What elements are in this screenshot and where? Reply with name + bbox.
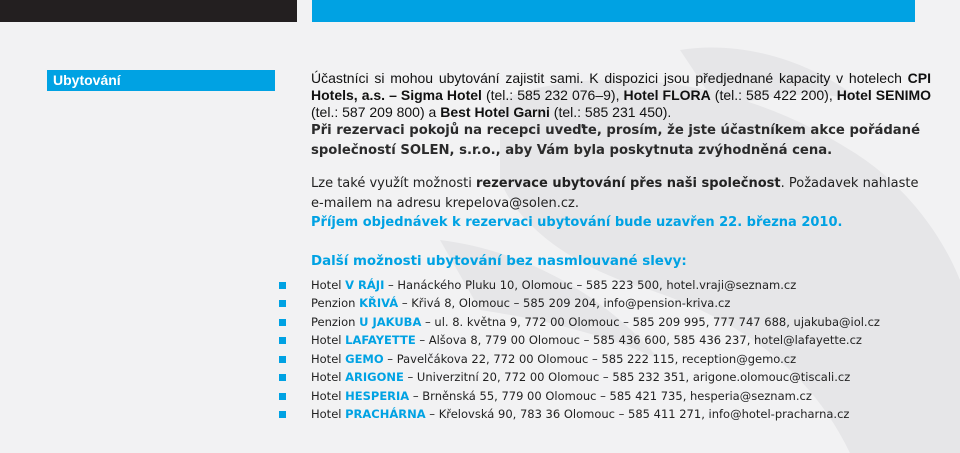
- bullet-icon: [279, 374, 286, 381]
- hotel-list: [311, 276, 931, 424]
- booking-service: rezervace ubytování přes naši společnost: [476, 176, 781, 191]
- header-accent-bar: [312, 0, 915, 22]
- header-dark-bar: [0, 0, 297, 22]
- bullet-icon: [279, 300, 286, 307]
- hotel-flora: Hotel FLORA: [623, 87, 711, 103]
- hotel-sigma: CPI Hotels, a.s. – Sigma Hotel: [311, 70, 931, 103]
- hotel-garni: Best Hotel Garni: [440, 104, 550, 120]
- discount-note: Při rezervaci pokojů na recepci uveďte, prosím, že jste účastníkem akce pořádané společností SOLEN, s.r.o., aby Vám byla poskytnuta zvýhodněná cena.: [311, 123, 921, 158]
- list-item: Hotel PRACHÁRNA – Křelovská 90, 783 36 Olomouc – 585 411 271, info@hotel-pracharna.cz: [311, 405, 931, 424]
- bullet-icon: [279, 337, 286, 344]
- bullet-icon: [279, 282, 286, 289]
- section-title: Ubytování: [47, 70, 275, 91]
- bullet-icon: [279, 411, 286, 418]
- list-item: Hotel ARIGONE – Univerzitní 20, 772 00 Olomouc – 585 232 351, arigone.olomouc@tiscali.cz: [311, 368, 931, 387]
- bullet-icon: [279, 356, 286, 363]
- intro-paragraph: Účastníci si mohou ubytování zajistit sami. K dispozici jsou předjednané kapacity v hotelech CPI Hotels, a.s. – Sigma Hotel (tel.: 585 232 076–9), Hotel FLORA (tel.: 585 422 200), Hotel SENIMO (tel.: 587 209 800) a Best Hotel Garni (tel.: 585 231 450).: [311, 70, 932, 120]
- main-content: [311, 70, 931, 424]
- booking-paragraph: Lze také využít možnosti rezervace ubytování přes naši společnost. Požadavek nahlaste e-mailem na adresu krepelova@solen.cz. Příjem objednávek k rezervaci ubytování bude uzavřen 22. března 2010.: [311, 174, 931, 233]
- other-options-heading: Další možnosti ubytování bez nasmlouvané slevy:: [311, 253, 687, 269]
- list-item: Hotel GEMO – Pavelčákova 22, 772 00 Olomouc – 585 222 115, reception@gemo.cz: [311, 350, 931, 369]
- hotel-senimo: Hotel SENIMO: [836, 87, 932, 103]
- list-item: Hotel LAFAYETTE – Alšova 8, 779 00 Olomouc – 585 436 600, 585 436 237, hotel@lafayette.cz: [311, 331, 931, 350]
- list-item: Penzion U JAKUBA – ul. 8. května 9, 772 00 Olomouc – 585 209 995, 777 747 688, ujakuba@iol.cz: [311, 313, 931, 332]
- list-item: Penzion KŘIVÁ – Křivá 8, Olomouc – 585 209 204, info@pension-kriva.cz: [311, 294, 931, 313]
- list-item: Hotel V RÁJI – Hanáckého Pluku 10, Olomouc – 585 223 500, hotel.vraji@seznam.cz: [311, 276, 931, 295]
- booking-deadline: Příjem objednávek k rezervaci ubytování bude uzavřen 22. března 2010.: [311, 215, 843, 230]
- bullet-icon: [279, 393, 286, 400]
- bullet-icon: [279, 319, 286, 326]
- list-item: Hotel HESPERIA – Brněnská 55, 779 00 Olomouc – 585 421 735, hesperia@seznam.cz: [311, 387, 931, 406]
